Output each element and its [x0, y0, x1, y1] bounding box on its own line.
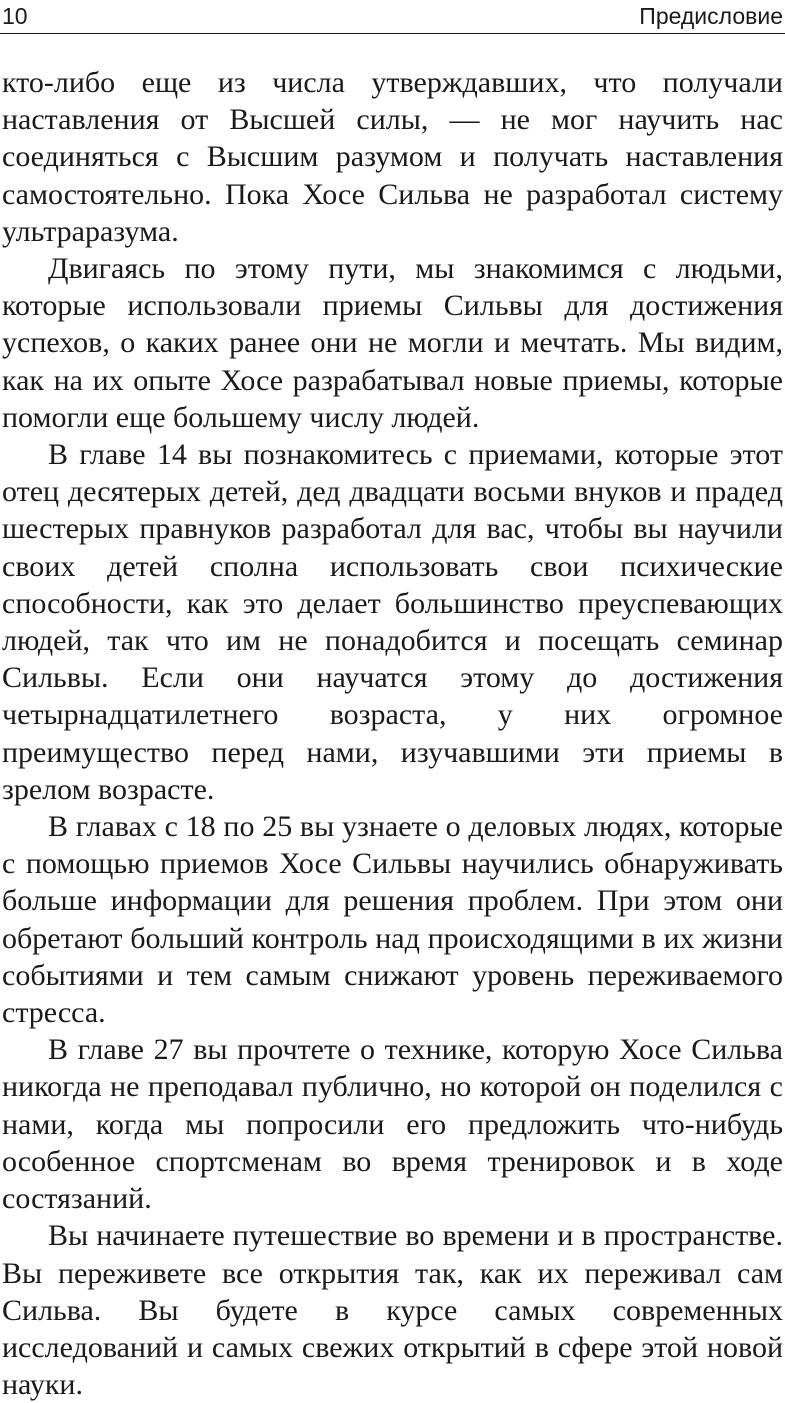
- header-rule: [0, 33, 785, 34]
- running-header: [0, 0, 785, 36]
- paragraph-continued: кто-либо еще из числа утверждавших, что получали наставления от Высшей силы, — не мог научить нас соединяться с Высшим разумом и получать наставления самостоятельно. Пока Хосе Сильва не разработал систему ультраразума.: [2, 66, 783, 248]
- paragraph: В главах с 18 по 25 вы узнаете о деловых людях, которые с помощью приемов Хосе Сильвы научились обнаруживать больше информации для решения проблем. При этом они обретают больший контроль над происходящими в их жизни событиями и тем самым снижают уровень переживаемого стресса.: [2, 810, 783, 1030]
- paragraph: Двигаясь по этому пути, мы знакомимся с людьми, которые использовали приемы Сильвы для достижения успехов, о каких ранее они не могли и мечтать. Мы видим, как на их опыте Хосе разрабатывал новые приемы, которые помогли еще большему числу людей.: [2, 252, 783, 434]
- page-number: 10: [2, 3, 28, 29]
- paragraph: В главе 14 вы познакомитесь с приемами, которые этот отец десятерых детей, дед двадцати восьми внуков и прадед шестерых правнуков разработал для вас, чтобы вы научили своих детей сполна использовать свои психические способности, как это делает большинство преуспевающих людей, так что им не понадобится и посещать семинар Сильвы. Если они научатся этому до достижения четырнадцатилетнего возраста, у них огромное преимущество перед нами, изучавшими эти приемы в зрелом возрасте.: [2, 438, 783, 806]
- section-title: Предисловие: [639, 3, 783, 29]
- paragraph: Вы начинаете путешествие во времени и в пространстве. Вы переживете все открытия так, как их переживал сам Сильва. Вы будете в курсе самых современных исследований и самых свежих открытий в сфере этой новой науки.: [2, 1219, 783, 1402]
- body-text: [2, 64, 783, 1403]
- paragraph: В главе 27 вы прочтете о технике, которую Хосе Сильва никогда не преподавал публично, но которой он поделился с нами, когда мы попросили его предложить что-нибудь особенное спортсменам во время тренировок и в ходе состязаний.: [2, 1033, 783, 1216]
